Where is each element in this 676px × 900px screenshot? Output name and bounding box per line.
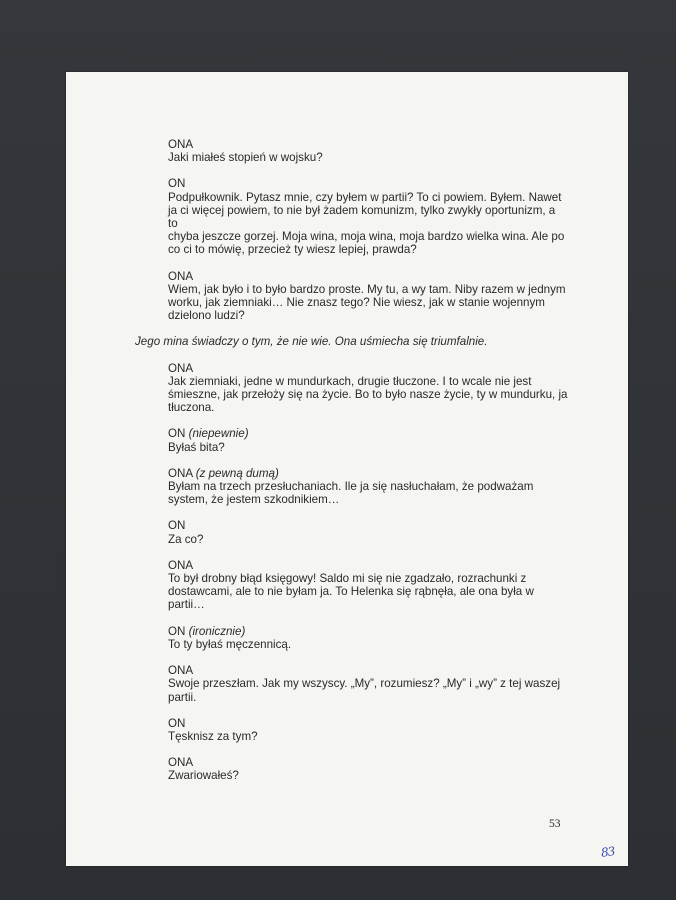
speaker-name: ONA (168, 558, 194, 572)
dialogue-block (168, 467, 568, 507)
dialogue-block (168, 625, 568, 651)
dialogue-block (168, 177, 568, 256)
page-number: 53 (549, 818, 561, 830)
speaker-name: ON (168, 177, 186, 191)
dialogue-block (168, 138, 568, 164)
dialogue-line: ja ci więcej powiem, to nie był żadem komunizm, tylko zwykły oportunizm, a to (168, 203, 556, 231)
dialogue-line: chyba jeszcze gorzej. Moja wina, moja wina, moja bardzo wielka wina. Ale po (168, 230, 565, 244)
dialogue-block (168, 717, 568, 743)
dialogue-line: To był drobny błąd księgowy! Saldo mi się nie zgadzało, rozrachunki z (168, 572, 527, 586)
dialogue-line: system, że jestem szkodnikiem… (168, 493, 340, 507)
stage-direction: Jego mina świadczy o tym, że nie wie. Ona uśmiecha się triumfalnie. (135, 335, 488, 349)
speaker-name: ONA (168, 664, 194, 678)
dialogue-line: partii… (168, 598, 205, 612)
speaker-name: ONA (168, 138, 194, 151)
speaker-name: ON (ironicznie) (168, 624, 246, 638)
speaker-name: ONA (168, 756, 194, 770)
dialogue-line: Tęsknisz za tym? (168, 729, 258, 743)
dialogue-line: dostawcami, ale to nie byłam ja. To Helenka się rąbnęła, ale ona była w (168, 585, 534, 599)
dialogue-block (168, 270, 568, 323)
speaker-note: (niepewnie) (188, 427, 249, 441)
dialogue-line: Byłam na trzech przesłuchaniach. Ile ja się nasłuchałam, że podważam (168, 480, 534, 494)
dialogue-line: Jak ziemniaki, jedne w mundurkach, drugie tłuczone. I to wcale nie jest (168, 374, 532, 388)
dialogue-block (168, 756, 568, 782)
dialogue-line: śmieszne, jak przełoży się na życie. Bo to było nasze życie, ty w mundurku, ja (168, 388, 568, 402)
dialogue-line: Podpułkownik. Pytasz mnie, czy byłem w partii? To ci powiem. Byłem. Nawet (168, 190, 562, 204)
dialogue-line: dzielono ludzi? (168, 309, 245, 323)
dialogue-line: Swoje przeszłam. Jak my wszyscy. „My”, rozumiesz? „My” i „wy” z tej waszej (168, 677, 561, 691)
speaker-name: ON (168, 519, 186, 533)
speaker-name: ON (niepewnie) (168, 427, 249, 441)
dialogue-line: Wiem, jak było i to było bardzo proste. My tu, a wy tam. Niby razem w jednym (168, 282, 566, 296)
speaker-note: (ironicznie) (188, 624, 246, 638)
dialogue-block (168, 519, 568, 545)
dialogue-block (168, 559, 568, 612)
dialogue-line: Byłaś bita? (168, 440, 225, 454)
dialogue-line: Zwariowałeś? (168, 769, 239, 783)
dialogue-line: partii. (168, 690, 197, 704)
script-page (66, 72, 628, 866)
speaker-name: ONA (168, 269, 194, 283)
dialogue-line: worku, jak ziemniaki… Nie znasz tego? Nie wiesz, jak w stanie wojennym (168, 296, 545, 310)
dialogue-line: Jaki miałeś stopień w wojsku? (168, 151, 323, 165)
dialogue-block (168, 362, 568, 415)
speaker-name: ONA (z pewną dumą) (168, 466, 279, 480)
script-content (135, 138, 568, 796)
dialogue-line: tłuczona. (168, 401, 215, 415)
dialogue-block (168, 427, 568, 453)
dialogue-line: Za co? (168, 532, 204, 546)
speaker-name: ONA (168, 361, 194, 375)
speaker-note: (z pewną dumą) (195, 466, 279, 480)
dialogue-block (168, 664, 568, 704)
speaker-name: ON (168, 716, 186, 730)
dialogue-line: To ty byłaś męczennicą. (168, 637, 292, 651)
dialogue-line: co ci to mówię, przecież ty wiesz lepiej, prawda? (168, 243, 417, 257)
handwritten-archive-mark: 83 (600, 844, 616, 860)
